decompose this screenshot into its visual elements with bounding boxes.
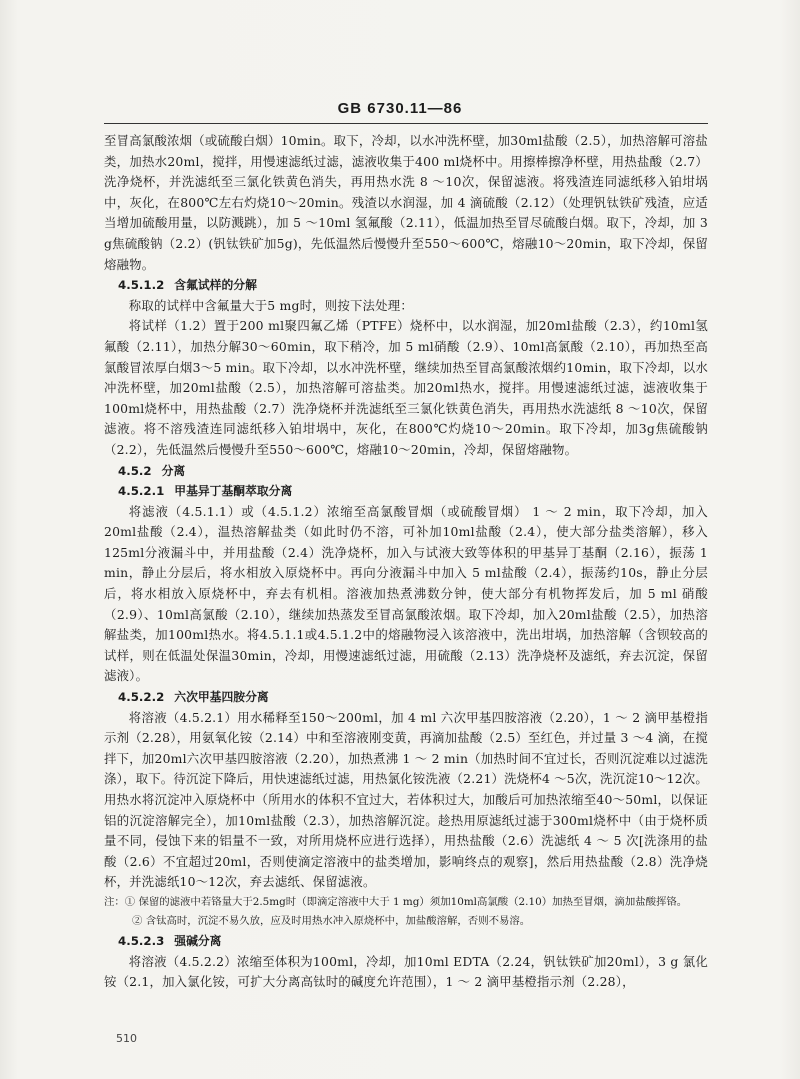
section-heading xyxy=(104,461,708,482)
footnote: ② 含钛高时，沉淀不易久放，应及时用热水冲入原烧杯中，加盐酸溶解，否则不易溶。 xyxy=(132,914,531,927)
section-title: 六次甲基四胺分离 xyxy=(174,690,269,705)
body-paragraph: 将滤液（4.5.1.1）或（4.5.1.2）浓缩至高氯酸冒烟（或硫酸冒烟） 1 ～ 2 min，取下冷却，加入20ml盐酸（2.4），温热溶解盐类（如此时仍不溶，可补加10ml盐酸（2.4），使大部分盐类溶解），移入125ml分液漏斗中，并用盐酸（2.4）洗净烧杯，加入与试液大致等体积的甲基异丁基酮（2.16），振荡 1 min，静止分层后，将水相放入原烧杯中。再向分液漏斗中加入 5 ml盐酸（2.4），振荡约10s，静止分层后，将水相放入原烧杯中，弃去有机相。溶液加热煮沸数分钟，使大部分有机物挥发后，加 5 ml 硝酸（2.9）、10ml高氯酸（2.10），继续加热蒸发至冒高氯酸浓烟。取下冷却，加入20ml盐酸（2.5），加热溶解盐类，加100ml热水。将4.5.1.1或4.5.1.2中的熔融物浸入该溶液中，洗出坩埚，加热溶解（含钡较高的试样，则在低温处保温30min，冷却，用慢速滤纸过滤，用硫酸（2.13）洗净烧杯及滤纸，弃去沉淀，保留滤液）。 xyxy=(104,503,708,684)
section-number: 4.5.2.3 xyxy=(118,933,165,948)
body-paragraph: 将溶液（4.5.2.2）浓缩至体积为100ml，冷却，加10ml EDTA（2.24，钒钛铁矿加20ml），3 g 氯化铵（2.1，加入氯化铵，可扩大分离高钛时的碱度允许范围），1 ～ 2 滴甲基橙指示剂（2.28）， xyxy=(104,953,708,990)
section-number: 4.5.2.1 xyxy=(118,484,165,499)
footnote: 注：① 保留的滤液中若铬量大于2.5mg时（即滴定溶液中大于 1 mg）须加10ml高氯酸（2.10）加热至冒烟，滴加盐酸挥铬。 xyxy=(104,895,688,908)
body-paragraph: 将溶液（4.5.2.1）用水稀释至150～200ml，加 4 ml 六次甲基四胺溶液（2.20），1 ～ 2 滴甲基橙指示剂（2.28），用氨氧化铵（2.14）中和至溶液刚变黄，再滴加盐酸（2.5）至红色，并过量 3 ～4 滴，在搅拌下，加20ml六次甲基四胺溶液（2.20），加热煮沸 1 ～ 2 min（加热时间不宜过长，否则沉淀难以过滤洗涤），取下。待沉淀下降后，用快速滤纸过滤，用热氯化铵洗液（2.21）洗烧杯4 ～5次，洗沉淀10～12次。用热水将沉淀冲入原烧杯中（所用水的体积不宜过大，若体积过大，加酸后可加热浓缩至40～50ml，以保证铝的沉淀溶解完全），加10ml盐酸（2.3），加热溶解沉淀。趁热用原滤纸过滤于300ml烧杯中（由于烧杯质量不同，侵蚀下来的铝量不一致，对所用烧杯应进行选择），用热盐酸（2.6）洗滤纸 4 ～ 5 次[洗涤用的盐酸（2.6）不宜超过20ml，否则使滴定溶液中的盐类增加，影响终点的观察]，然后用热盐酸（2.8）洗净烧杯，并洗滤纸10～12次，弃去滤纸、保留滤液。 xyxy=(104,709,708,890)
section-number: 4.5.2 xyxy=(118,463,152,478)
section-heading xyxy=(104,687,708,708)
section-title: 含氟试样的分解 xyxy=(174,278,257,293)
section-title: 分离 xyxy=(161,463,186,478)
body-paragraph: 将试样（1.2）置于200 ml聚四氟乙烯（PTFE）烧杯中，以水润湿，加20ml盐酸（2.3），约10ml氢氟酸（2.11），加热分解30～60min，取下稍冷，加 5 ml硝酸（2.9）、10ml高氯酸（2.10），再加热至高氯酸冒浓厚白烟3～5 min。取下冷却，以水冲洗杯壁，继续加热至冒高氯酸浓烟约10min，取下冷却，以水冲洗杯壁，加20ml盐酸（2.5），加热溶解可溶盐类。加20ml热水，搅拌。用慢速滤纸过滤，滤液收集于100ml烧杯中，用热盐酸（2.7）洗净烧杯并洗滤纸至三氯化铁黄色消失，再用热水洗滤纸 8 ～10次，保留滤液。将不溶残渣连同滤纸移入铂坩埚中，灰化，在800℃灼烧10～20min。取下冷却，加3g焦硫酸钠（2.2），先低温然后慢慢升至550～600℃，熔融10～20min，冷却，保留熔融物。 xyxy=(104,318,708,457)
section-title: 甲基异丁基酮萃取分离 xyxy=(174,484,293,499)
section-number: 4.5.1.2 xyxy=(118,278,165,293)
section-number: 4.5.2.2 xyxy=(118,690,165,705)
document-body xyxy=(104,131,708,993)
standard-code-header: GB 6730.11—86 xyxy=(337,100,463,117)
section-heading xyxy=(104,275,708,296)
body-paragraph: 至冒高氯酸浓烟（或硫酸白烟）10min。取下，冷却，以水冲洗杯壁，加30ml盐酸（2.5），加热溶解可溶盐类，加热水20ml，搅拌，用慢速滤纸过滤，滤液收集于400 ml烧杯中。用擦棒擦净杯壁，用热盐酸（2.7）洗净烧杯，并洗滤纸至三氯化铁黄色消失，再用热水洗 8 ～10次，保留滤液。将残渣连同滤纸移入铂坩埚中，灰化，在800℃左右灼烧10～20min。残渣以水润湿，加 4 滴硫酸（2.12）（处理钒钛铁矿残渣，应适当增加硫酸用量，以防溅跳），加 5 ～10ml 氢氟酸（2.11），低温加热至冒尽硫酸白烟。取下，冷却，加 3 g焦硫酸钠（2.2）(钒钛铁矿加5g)，先低温然后慢慢升至550～600℃，熔融10～20min，取下冷却，保留熔融物。 xyxy=(104,133,708,272)
section-heading xyxy=(104,481,708,502)
section-heading xyxy=(104,931,708,952)
page-number: 510 xyxy=(116,1032,137,1045)
header-rule xyxy=(104,123,708,124)
section-title: 强碱分离 xyxy=(174,933,222,948)
body-paragraph: 称取的试样中含氟量大于5 mg时，则按下法处理： xyxy=(128,297,413,313)
